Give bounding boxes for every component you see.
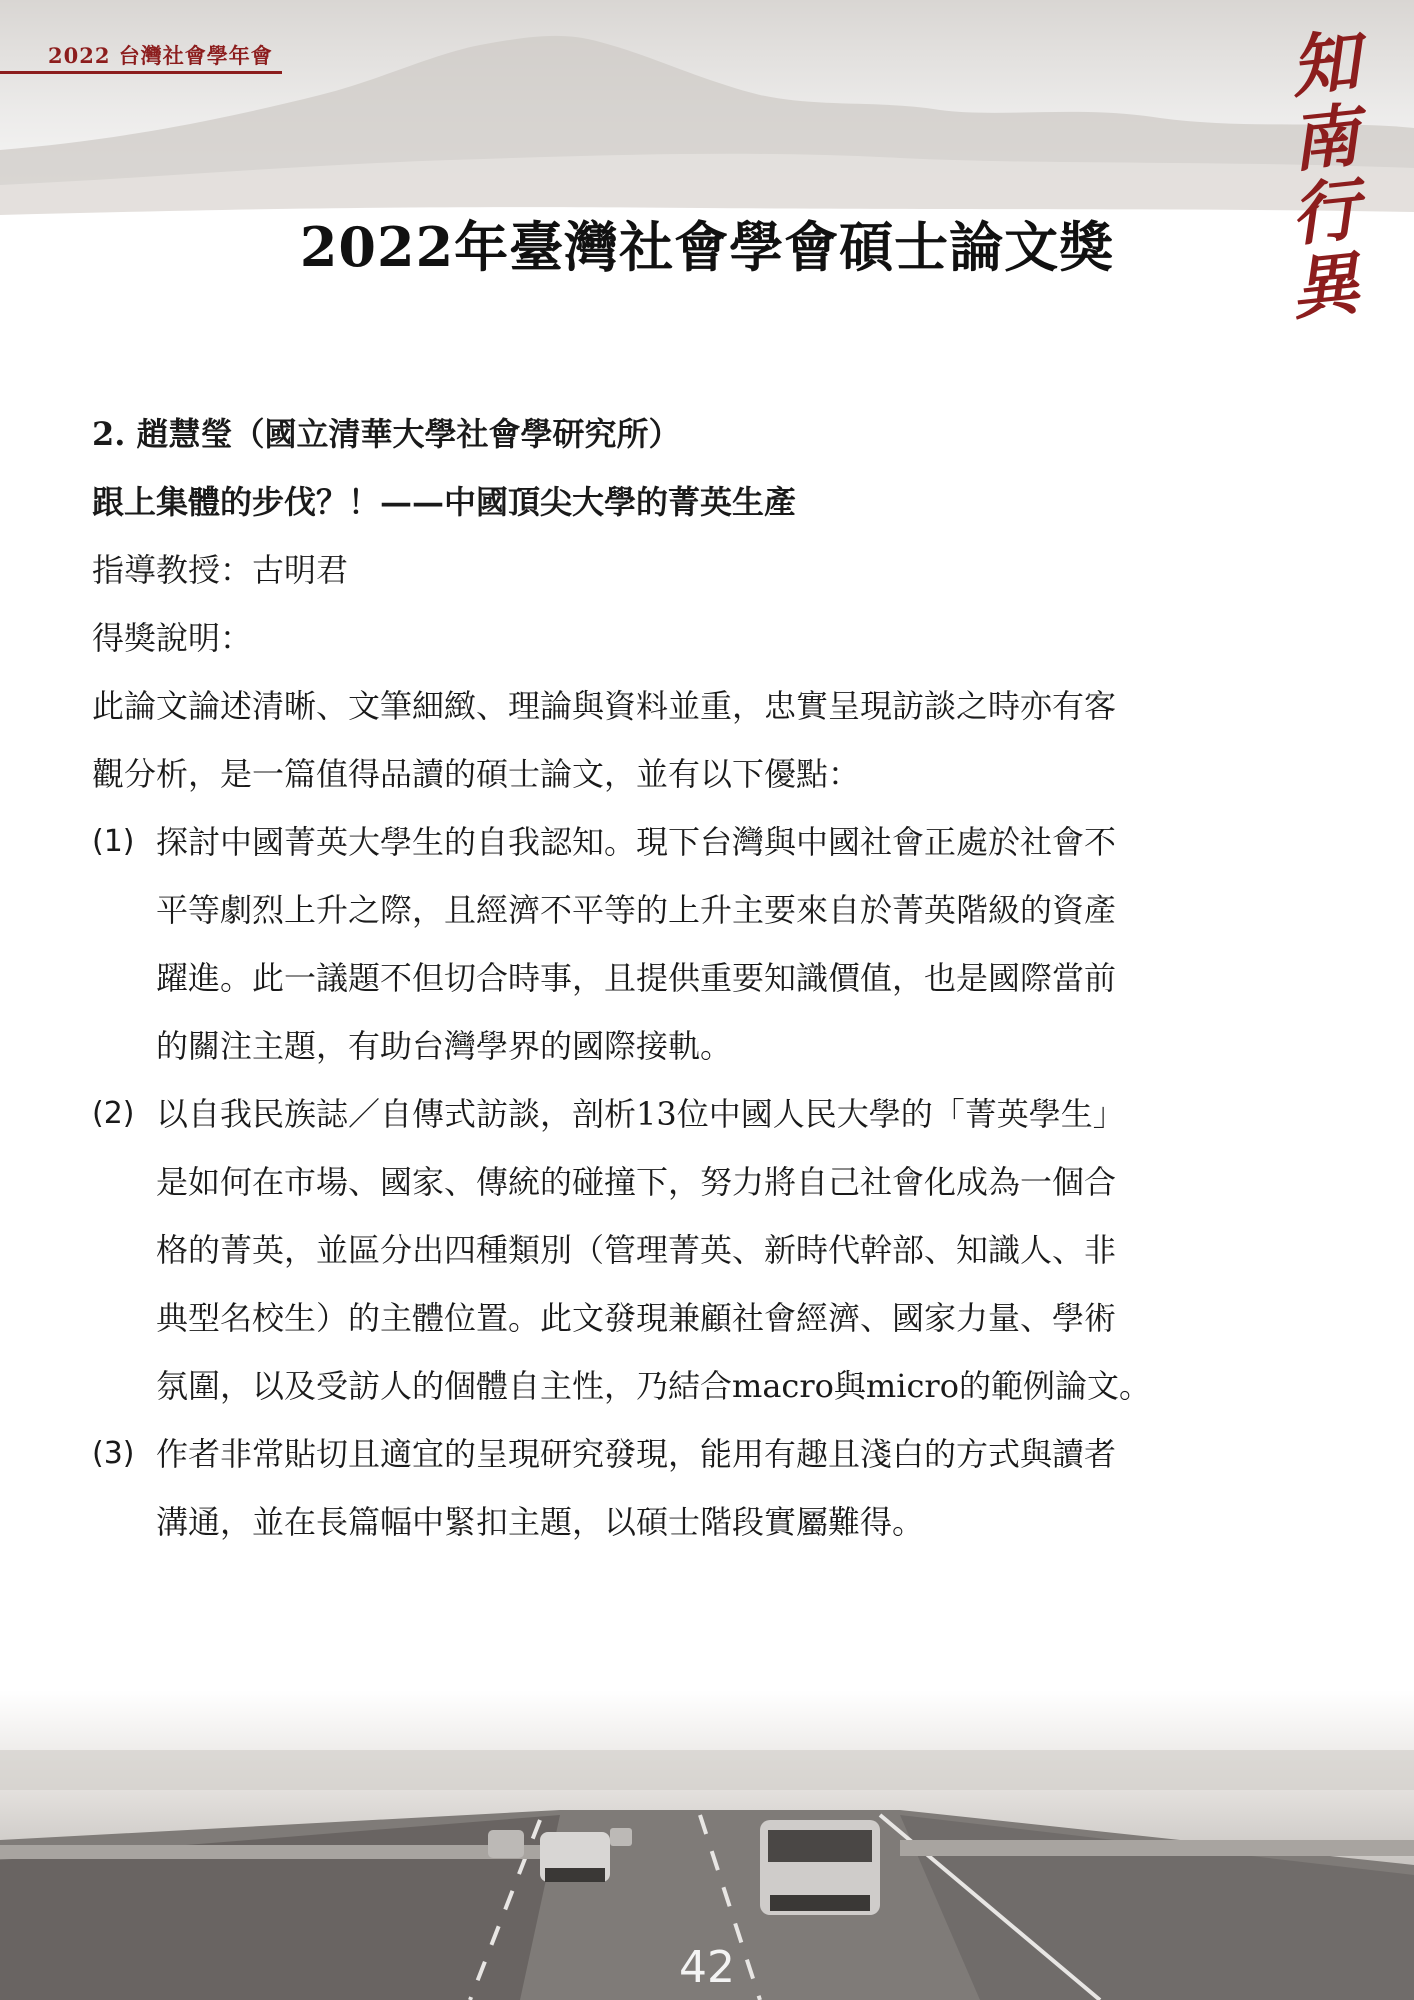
page-number: 42 — [679, 1942, 735, 1993]
merit-point — [92, 1420, 1332, 1556]
point-number: (1) — [92, 824, 135, 859]
point-line: 格的菁英，並區分出四種類別（管理菁英、新時代幹部、知識人、非 — [156, 1231, 1117, 1269]
calligraphy-char: 南 — [1286, 95, 1363, 183]
thesis-title: 跟上集體的步伐？！——中國頂尖大學的菁英生產 — [92, 483, 797, 521]
intro-line: 觀分析，是一篇值得品讀的碩士論文，並有以下優點： — [92, 755, 861, 793]
point-line: 探討中國菁英大學生的自我認知。現下台灣與中國社會正處於社會不 — [156, 823, 1117, 861]
point-line: 溝通，並在長篇幅中緊扣主題，以碩士階段實屬難得。 — [156, 1503, 925, 1541]
point-line: 平等劇烈上升之際，且經濟不平等的上升主要來自於菁英階級的資產 — [156, 891, 1117, 929]
point-number: (3) — [92, 1436, 135, 1471]
award-content — [92, 400, 1332, 1556]
merit-point — [92, 1080, 1332, 1420]
point-line: 是如何在市場、國家、傳統的碰撞下，努力將自己社會化成為一個合 — [156, 1163, 1117, 1201]
award-recipient: 2. 趙慧瑩（國立清華大學社會學研究所） — [92, 415, 681, 453]
point-line: 作者非常貼切且適宜的呈現研究發現，能用有趣且淺白的方式與讀者 — [156, 1435, 1117, 1473]
point-line: 躍進。此一議題不但切合時事，且提供重要知識價值，也是國際當前 — [156, 959, 1117, 997]
advisor-line: 指導教授：古明君 — [92, 551, 349, 589]
calligraphy-char: 行 — [1286, 169, 1363, 257]
calligraphy-char: 知 — [1286, 21, 1363, 109]
description-heading: 得獎說明： — [92, 619, 253, 657]
page-title: 2022年臺灣社會學會碩士論文獎 — [299, 215, 1115, 279]
point-line: 典型名校生）的主體位置。此文發現兼顧社會經濟、國家力量、學術 — [156, 1299, 1117, 1337]
point-number: (2) — [92, 1096, 135, 1131]
merit-point — [92, 808, 1332, 1080]
header-underline — [0, 71, 282, 74]
calligraphy-char: 異 — [1286, 243, 1363, 331]
point-line: 以自我民族誌／自傳式訪談，剖析13位中國人民大學的「菁英學生」 — [156, 1095, 1125, 1133]
point-line: 的關注主題，有助台灣學界的國際接軌。 — [156, 1027, 733, 1065]
intro-line: 此論文論述清晰、文筆細緻、理論與資料並重，忠實呈現訪談之時亦有客 — [92, 687, 1117, 725]
conference-tag: 2022 台灣社會學年會 — [48, 43, 273, 68]
point-line: 氛圍，以及受訪人的個體自主性，乃結合macro與micro的範例論文。 — [156, 1367, 1151, 1405]
